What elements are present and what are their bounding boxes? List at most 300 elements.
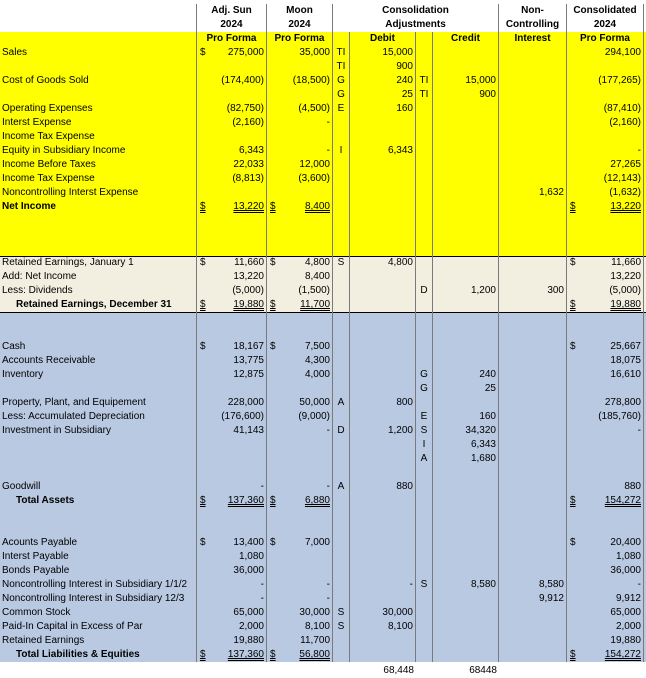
header-cell: 2024 [267, 18, 333, 32]
cell-moon: - [267, 424, 333, 438]
cell-debit: 8,100 [350, 620, 416, 634]
currency-symbol: $ [270, 257, 276, 268]
cell-credit [433, 494, 499, 508]
cell-sun: 228,000 [197, 396, 267, 410]
cell-nci [499, 242, 567, 256]
cell-credit [433, 270, 499, 284]
table-row [0, 88, 646, 102]
table-row [0, 634, 646, 648]
cell-nci [499, 536, 567, 550]
cell-nci [499, 214, 567, 228]
cell-debit: 240 [350, 74, 416, 88]
cell-nci [499, 130, 567, 144]
table-row [0, 340, 646, 354]
cell-dc: I [333, 144, 350, 158]
cell-dc: S [333, 620, 350, 634]
cell-dc: D [333, 424, 350, 438]
cell-nci [499, 382, 567, 396]
table-row [0, 578, 646, 592]
row-label [0, 60, 197, 74]
header-cell [416, 32, 433, 46]
cell-moon: - [267, 592, 333, 606]
cell-cons: 25,667 $ [567, 340, 644, 354]
cell-moon: 8,400 $ [267, 200, 333, 214]
table-row [0, 648, 646, 662]
cell-debit [350, 298, 416, 312]
cell-sun [197, 438, 267, 452]
cell-credit [433, 508, 499, 522]
cell-cons: 16,610 [567, 368, 644, 382]
cell-sun: 19,880 [197, 634, 267, 648]
cell-debit [350, 270, 416, 284]
cell-moon [267, 242, 333, 256]
cell-credit [433, 480, 499, 494]
cell-cons: 154,272 $ [567, 648, 644, 662]
cell-cons: - [567, 578, 644, 592]
cell-moon: - [267, 480, 333, 494]
row-label: Income Tax Expense [0, 172, 197, 186]
cell-sun [197, 508, 267, 522]
cell-dc [333, 550, 350, 564]
cell-credit: 900 [433, 88, 499, 102]
table-row [0, 508, 646, 522]
cell-dc [333, 452, 350, 466]
table-row [0, 592, 646, 606]
cell-cons [567, 312, 644, 326]
cell-moon [267, 522, 333, 536]
cell-nci: 8,580 [499, 578, 567, 592]
cell-dc: E [333, 102, 350, 116]
cell-moon [267, 326, 333, 340]
cell-dc [333, 326, 350, 340]
cell-cons: 1,080 [567, 550, 644, 564]
cell-cc [416, 214, 433, 228]
cell-credit [433, 550, 499, 564]
cell-moon: 30,000 [267, 606, 333, 620]
currency-symbol: $ [270, 649, 276, 660]
table-row [0, 382, 646, 396]
cell-moon [267, 130, 333, 144]
cell-moon [267, 550, 333, 564]
cell-cc [416, 620, 433, 634]
table-row [0, 270, 646, 284]
cell-nci [499, 312, 567, 326]
table-row [0, 550, 646, 564]
cell-dc [333, 158, 350, 172]
header-cell: Consolidation [333, 4, 499, 18]
cell-nci [499, 466, 567, 480]
cell-dc [333, 242, 350, 256]
cell-sun [197, 522, 267, 536]
cell-sun [197, 88, 267, 102]
cell-cons [567, 508, 644, 522]
cell-cons: - [567, 424, 644, 438]
header-row [0, 4, 646, 18]
cell-sun: 22,033 [197, 158, 267, 172]
cell-moon: 4,800 $ [267, 256, 333, 270]
cell-credit: 1,680 [433, 452, 499, 466]
cell-sun: (2,160) [197, 116, 267, 130]
currency-symbol: $ [200, 537, 206, 548]
cell-nci [499, 46, 567, 60]
cell-dc [333, 578, 350, 592]
table-row [0, 480, 646, 494]
row-label: Bonds Payable [0, 564, 197, 578]
table-row [0, 130, 646, 144]
table-row [0, 214, 646, 228]
currency-symbol: $ [570, 495, 576, 506]
table-row [0, 312, 646, 326]
cell-sun [197, 186, 267, 200]
cell-nci [499, 480, 567, 494]
cell-debit: 30,000 [350, 606, 416, 620]
cell-nci [499, 116, 567, 130]
cell-nci [499, 634, 567, 648]
cell-cc [416, 256, 433, 270]
cell-dc [333, 368, 350, 382]
cell-credit [433, 536, 499, 550]
cell-credit [433, 102, 499, 116]
cell-cons: 2,000 [567, 620, 644, 634]
cell-credit [433, 116, 499, 130]
cell-credit [433, 648, 499, 662]
row-label [0, 508, 197, 522]
table-row [0, 298, 646, 312]
cell-nci [499, 368, 567, 382]
cell-sun: 137,360 $ [197, 494, 267, 508]
cell-cc [416, 480, 433, 494]
cell-dc: TI [333, 60, 350, 74]
currency-symbol: $ [270, 537, 276, 548]
cell-cons [567, 60, 644, 74]
cell-nci [499, 88, 567, 102]
cell-credit [433, 606, 499, 620]
row-label: Noncontrolling Interst Expense [0, 186, 197, 200]
cell-cc [416, 494, 433, 508]
cell-cons [567, 326, 644, 340]
currency-symbol: $ [270, 201, 276, 212]
currency-symbol: $ [200, 257, 206, 268]
header-cell: Interest [499, 32, 567, 46]
cell-sun: 12,875 [197, 368, 267, 382]
cell-cons: 18,075 [567, 354, 644, 368]
cell-debit [350, 536, 416, 550]
row-label [0, 242, 197, 256]
cell-credit: 25 [433, 382, 499, 396]
currency-symbol: $ [270, 495, 276, 506]
cell-cc [416, 158, 433, 172]
currency-symbol: $ [570, 299, 576, 310]
row-label: Acounts Payable [0, 536, 197, 550]
cell-sun: 41,143 [197, 424, 267, 438]
cell-debit [350, 242, 416, 256]
cell-cons [567, 466, 644, 480]
row-label: Net Income [0, 200, 197, 214]
cell-credit [433, 396, 499, 410]
cell-cons: (12,143) [567, 172, 644, 186]
cell-dc [333, 466, 350, 480]
row-label [0, 326, 197, 340]
cell-sun [197, 382, 267, 396]
cell-cc [416, 116, 433, 130]
cell-nci [499, 60, 567, 74]
row-label [0, 466, 197, 480]
table-row [0, 606, 646, 620]
cell-sun [197, 452, 267, 466]
row-label [0, 522, 197, 536]
cell-sun: - [197, 578, 267, 592]
table-row [0, 620, 646, 634]
cell-credit [433, 172, 499, 186]
cell-nci [499, 550, 567, 564]
cell-credit: 160 [433, 410, 499, 424]
cell-debit [350, 438, 416, 452]
cell-credit [433, 634, 499, 648]
cell-cons: 65,000 [567, 606, 644, 620]
cell-debit [350, 116, 416, 130]
cell-nci [499, 410, 567, 424]
cell-sun: 18,167 $ [197, 340, 267, 354]
cell-cc: A [416, 452, 433, 466]
row-label: Income Tax Expense [0, 130, 197, 144]
cell-cons: (2,160) [567, 116, 644, 130]
cell-cc [416, 242, 433, 256]
cell-dc [333, 116, 350, 130]
cell-moon: 7,500 $ [267, 340, 333, 354]
cell-dc [333, 410, 350, 424]
cell-cons: (5,000) [567, 284, 644, 298]
row-label [0, 214, 197, 228]
cell-debit [350, 648, 416, 662]
cell-nci [499, 396, 567, 410]
cell-credit: 8,580 [433, 578, 499, 592]
cell-nci [499, 522, 567, 536]
currency-symbol: $ [270, 341, 276, 352]
cell-dc [333, 130, 350, 144]
currency-symbol: $ [200, 299, 206, 310]
cell-credit [433, 564, 499, 578]
debit-total: 68,448 [383, 665, 414, 676]
cell-nci [499, 508, 567, 522]
cell-cons: 13,220 [567, 270, 644, 284]
row-label: Sales [0, 46, 197, 60]
cell-cc: S [416, 578, 433, 592]
cell-nci [499, 494, 567, 508]
header-cell: Consolidated [567, 4, 644, 18]
cell-moon [267, 88, 333, 102]
cell-dc [333, 522, 350, 536]
cell-cc [416, 634, 433, 648]
currency-symbol: $ [570, 257, 576, 268]
cell-debit [350, 228, 416, 242]
row-label: Retained Earnings, January 1 [0, 256, 197, 270]
cell-dc [333, 508, 350, 522]
cell-nci [499, 102, 567, 116]
cell-sun: 137,360 $ [197, 648, 267, 662]
currency-symbol: $ [200, 341, 206, 352]
cell-sun: 36,000 [197, 564, 267, 578]
cell-debit [350, 200, 416, 214]
row-label: Less: Dividends [0, 284, 197, 298]
cell-cons [567, 452, 644, 466]
cell-debit [350, 452, 416, 466]
currency-symbol: $ [570, 201, 576, 212]
cell-credit [433, 130, 499, 144]
cell-sun: (8,813) [197, 172, 267, 186]
cell-sun: 13,400 $ [197, 536, 267, 550]
table-row [0, 158, 646, 172]
cell-nci: 300 [499, 284, 567, 298]
cell-cons: 294,100 [567, 46, 644, 60]
row-label: Less: Accumulated Depreciation [0, 410, 197, 424]
cell-debit [350, 312, 416, 326]
cell-credit [433, 592, 499, 606]
cell-cons [567, 228, 644, 242]
cell-cc [416, 340, 433, 354]
cell-cc [416, 508, 433, 522]
cell-sun: (176,600) [197, 410, 267, 424]
cell-moon: 11,700 $ [267, 298, 333, 312]
table-row [0, 438, 646, 452]
row-label: Operating Expenses [0, 102, 197, 116]
table-row [0, 410, 646, 424]
cell-moon: 4,000 [267, 368, 333, 382]
cell-cc [416, 564, 433, 578]
cell-moon: 50,000 [267, 396, 333, 410]
cell-sun: - [197, 480, 267, 494]
cell-cc [416, 60, 433, 74]
cell-credit [433, 522, 499, 536]
cell-sun [197, 60, 267, 74]
cell-moon: (4,500) [267, 102, 333, 116]
header-cell: Controlling [499, 18, 567, 32]
table-row [0, 326, 646, 340]
cell-sun: - [197, 592, 267, 606]
row-label [0, 312, 197, 326]
cell-nci [499, 270, 567, 284]
row-label: Inventory [0, 368, 197, 382]
cell-credit [433, 312, 499, 326]
cell-sun: (82,750) [197, 102, 267, 116]
row-label: Total Liabilities & Equities [0, 648, 197, 662]
cell-debit [350, 382, 416, 396]
cell-debit: 900 [350, 60, 416, 74]
table-row [0, 396, 646, 410]
cell-sun: 13,775 [197, 354, 267, 368]
header-cell: Debit [350, 32, 416, 46]
cell-moon: 12,000 [267, 158, 333, 172]
row-label [0, 382, 197, 396]
cell-cons: 19,880 [567, 634, 644, 648]
header-cell: Non- [499, 4, 567, 18]
cell-nci [499, 228, 567, 242]
cell-nci [499, 144, 567, 158]
cell-sun [197, 326, 267, 340]
cell-cons [567, 242, 644, 256]
cell-cons: 278,800 [567, 396, 644, 410]
cell-dc [333, 648, 350, 662]
cell-debit: 880 [350, 480, 416, 494]
cell-cc [416, 172, 433, 186]
cell-nci [499, 438, 567, 452]
table-row [0, 256, 646, 270]
cell-cc [416, 102, 433, 116]
cell-debit [350, 340, 416, 354]
cell-cc: G [416, 382, 433, 396]
cell-cons: 36,000 [567, 564, 644, 578]
cell-cons: 13,220 $ [567, 200, 644, 214]
row-label [0, 88, 197, 102]
cell-dc: G [333, 74, 350, 88]
cell-debit [350, 284, 416, 298]
cell-moon: 7,000 $ [267, 536, 333, 550]
cell-cons: 880 [567, 480, 644, 494]
table-row [0, 284, 646, 298]
cell-cons: 11,660 $ [567, 256, 644, 270]
cell-credit: 240 [433, 368, 499, 382]
cell-moon [267, 186, 333, 200]
cell-cc [416, 130, 433, 144]
cell-nci [499, 354, 567, 368]
cell-sun: 11,660 $ [197, 256, 267, 270]
row-label: Common Stock [0, 606, 197, 620]
cell-sun: (5,000) [197, 284, 267, 298]
cell-cons [567, 382, 644, 396]
cell-cc [416, 396, 433, 410]
cell-sun: 6,343 [197, 144, 267, 158]
cell-cc: I [416, 438, 433, 452]
cell-cc [416, 354, 433, 368]
table-row [0, 186, 646, 200]
cell-nci: 9,912 [499, 592, 567, 606]
table-row [0, 74, 646, 88]
header-cell [0, 18, 197, 32]
cell-debit [350, 564, 416, 578]
cell-credit [433, 214, 499, 228]
row-label: Investment in Subsidiary [0, 424, 197, 438]
cell-cc [416, 312, 433, 326]
row-label: Interst Payable [0, 550, 197, 564]
cell-dc [333, 564, 350, 578]
table-row [0, 102, 646, 116]
cell-cons: (185,760) [567, 410, 644, 424]
header-cell: Moon [267, 4, 333, 18]
cell-cc [416, 186, 433, 200]
currency-symbol: $ [270, 299, 276, 310]
cell-credit [433, 46, 499, 60]
cell-credit [433, 466, 499, 480]
table-row [0, 60, 646, 74]
currency-symbol: $ [200, 47, 206, 58]
table-row [0, 536, 646, 550]
cell-cc [416, 606, 433, 620]
cell-dc: A [333, 480, 350, 494]
cell-moon [267, 452, 333, 466]
currency-symbol: $ [570, 649, 576, 660]
cell-dc [333, 298, 350, 312]
header-cell: Credit [433, 32, 499, 46]
header-cell [0, 32, 197, 46]
credit-total: 68448 [469, 665, 497, 676]
cell-credit [433, 186, 499, 200]
cell-moon: 56,800 $ [267, 648, 333, 662]
cell-moon: (18,500) [267, 74, 333, 88]
cell-cons: (177,265) [567, 74, 644, 88]
cell-moon: 35,000 [267, 46, 333, 60]
cell-cc [416, 522, 433, 536]
cell-dc [333, 634, 350, 648]
cell-debit: 160 [350, 102, 416, 116]
